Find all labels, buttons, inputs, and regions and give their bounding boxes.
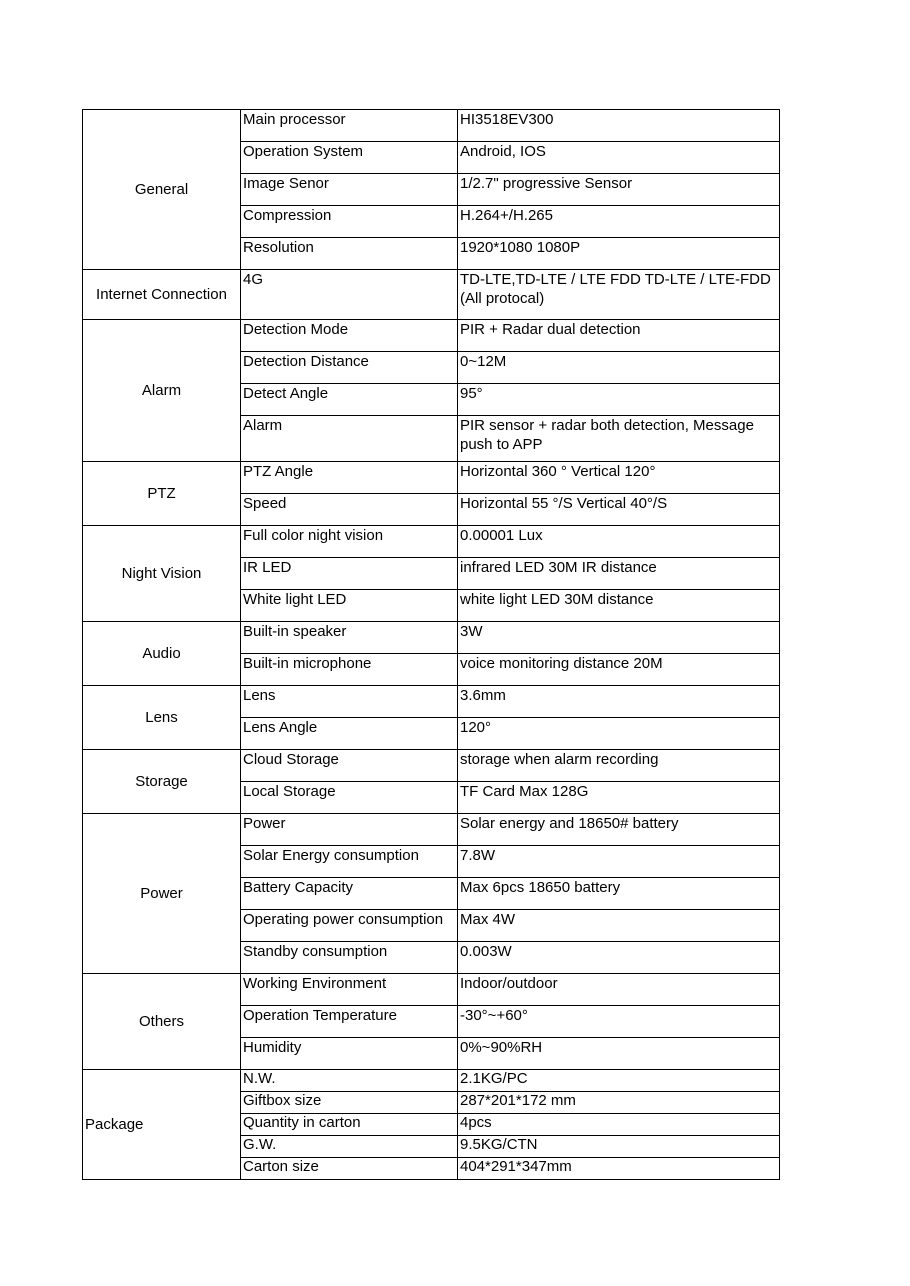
spec-value-cell: 4pcs [458,1114,780,1136]
spec-value-cell: 287*201*172 mm [458,1092,780,1114]
spec-table [82,109,780,1180]
spec-label-cell: Cloud Storage [241,750,458,782]
category-cell: PTZ [83,462,241,526]
spec-value-cell: 1920*1080 1080P [458,238,780,270]
spec-label-cell: Resolution [241,238,458,270]
spec-label-cell: Alarm [241,416,458,462]
category-cell: Others [83,974,241,1070]
table-row [83,320,780,352]
category-cell: Alarm [83,320,241,462]
spec-label-cell: Power [241,814,458,846]
category-cell: Package [83,1070,241,1180]
category-cell: Power [83,814,241,974]
spec-value-cell: PIR sensor + radar both detection, Message push to APP [458,416,780,462]
spec-label-cell: Built-in speaker [241,622,458,654]
spec-value-cell: infrared LED 30M IR distance [458,558,780,590]
spec-value-cell: -30°~+60° [458,1006,780,1038]
spec-table-body [83,110,780,1180]
spec-label-cell: 4G [241,270,458,320]
spec-label-cell: Detect Angle [241,384,458,416]
table-row [83,1070,780,1092]
table-row [83,526,780,558]
spec-value-cell: Max 4W [458,910,780,942]
spec-value-cell: Horizontal 360 ° Vertical 120° [458,462,780,494]
spec-value-cell: 3W [458,622,780,654]
spec-label-cell: Full color night vision [241,526,458,558]
spec-value-cell: 404*291*347mm [458,1158,780,1180]
spec-value-cell: H.264+/H.265 [458,206,780,238]
spec-label-cell: Main processor [241,110,458,142]
spec-value-cell: 1/2.7" progressive Sensor [458,174,780,206]
category-cell: Audio [83,622,241,686]
category-cell: Storage [83,750,241,814]
category-cell: Night Vision [83,526,241,622]
spec-label-cell: Image Senor [241,174,458,206]
table-row [83,270,780,320]
spec-label-cell: Solar Energy consumption [241,846,458,878]
spec-value-cell: Horizontal 55 °/S Vertical 40°/S [458,494,780,526]
category-cell: Lens [83,686,241,750]
spec-label-cell: Quantity in carton [241,1114,458,1136]
table-row [83,110,780,142]
spec-label-cell: Humidity [241,1038,458,1070]
spec-value-cell: 0~12M [458,352,780,384]
spec-value-cell: storage when alarm recording [458,750,780,782]
table-row [83,686,780,718]
spec-label-cell: Speed [241,494,458,526]
category-cell: General [83,110,241,270]
table-row [83,814,780,846]
spec-value-cell: Indoor/outdoor [458,974,780,1006]
spec-value-cell: TF Card Max 128G [458,782,780,814]
spec-label-cell: Working Environment [241,974,458,1006]
spec-label-cell: Battery Capacity [241,878,458,910]
spec-label-cell: Lens Angle [241,718,458,750]
spec-label-cell: Carton size [241,1158,458,1180]
spec-label-cell: Lens [241,686,458,718]
spec-label-cell: Compression [241,206,458,238]
spec-label-cell: Local Storage [241,782,458,814]
spec-label-cell: Standby consumption [241,942,458,974]
spec-value-cell: PIR + Radar dual detection [458,320,780,352]
spec-value-cell: Max 6pcs 18650 battery [458,878,780,910]
spec-label-cell: Built-in microphone [241,654,458,686]
spec-value-cell: 9.5KG/CTN [458,1136,780,1158]
table-row [83,622,780,654]
spec-label-cell: Operating power consumption [241,910,458,942]
spec-label-cell: PTZ Angle [241,462,458,494]
spec-value-cell: white light LED 30M distance [458,590,780,622]
spec-label-cell: Detection Distance [241,352,458,384]
spec-label-cell: IR LED [241,558,458,590]
spec-value-cell: 3.6mm [458,686,780,718]
spec-value-cell: 0%~90%RH [458,1038,780,1070]
category-cell: Internet Connection [83,270,241,320]
table-row [83,974,780,1006]
spec-label-cell: Detection Mode [241,320,458,352]
spec-label-cell: Operation Temperature [241,1006,458,1038]
spec-value-cell: voice monitoring distance 20M [458,654,780,686]
spec-value-cell: 2.1KG/PC [458,1070,780,1092]
spec-value-cell: Android, IOS [458,142,780,174]
spec-value-cell: Solar energy and 18650# battery [458,814,780,846]
spec-value-cell: HI3518EV300 [458,110,780,142]
spec-label-cell: G.W. [241,1136,458,1158]
spec-value-cell: 120° [458,718,780,750]
spec-value-cell: 0.00001 Lux [458,526,780,558]
spec-value-cell: 7.8W [458,846,780,878]
table-row [83,750,780,782]
spec-label-cell: N.W. [241,1070,458,1092]
table-row [83,462,780,494]
spec-label-cell: Operation System [241,142,458,174]
spec-value-cell: 0.003W [458,942,780,974]
spec-value-cell: 95° [458,384,780,416]
spec-value-cell: TD-LTE,TD-LTE / LTE FDD TD-LTE / LTE-FDD (All protocal) [458,270,780,320]
spec-label-cell: White light LED [241,590,458,622]
spec-label-cell: Giftbox size [241,1092,458,1114]
